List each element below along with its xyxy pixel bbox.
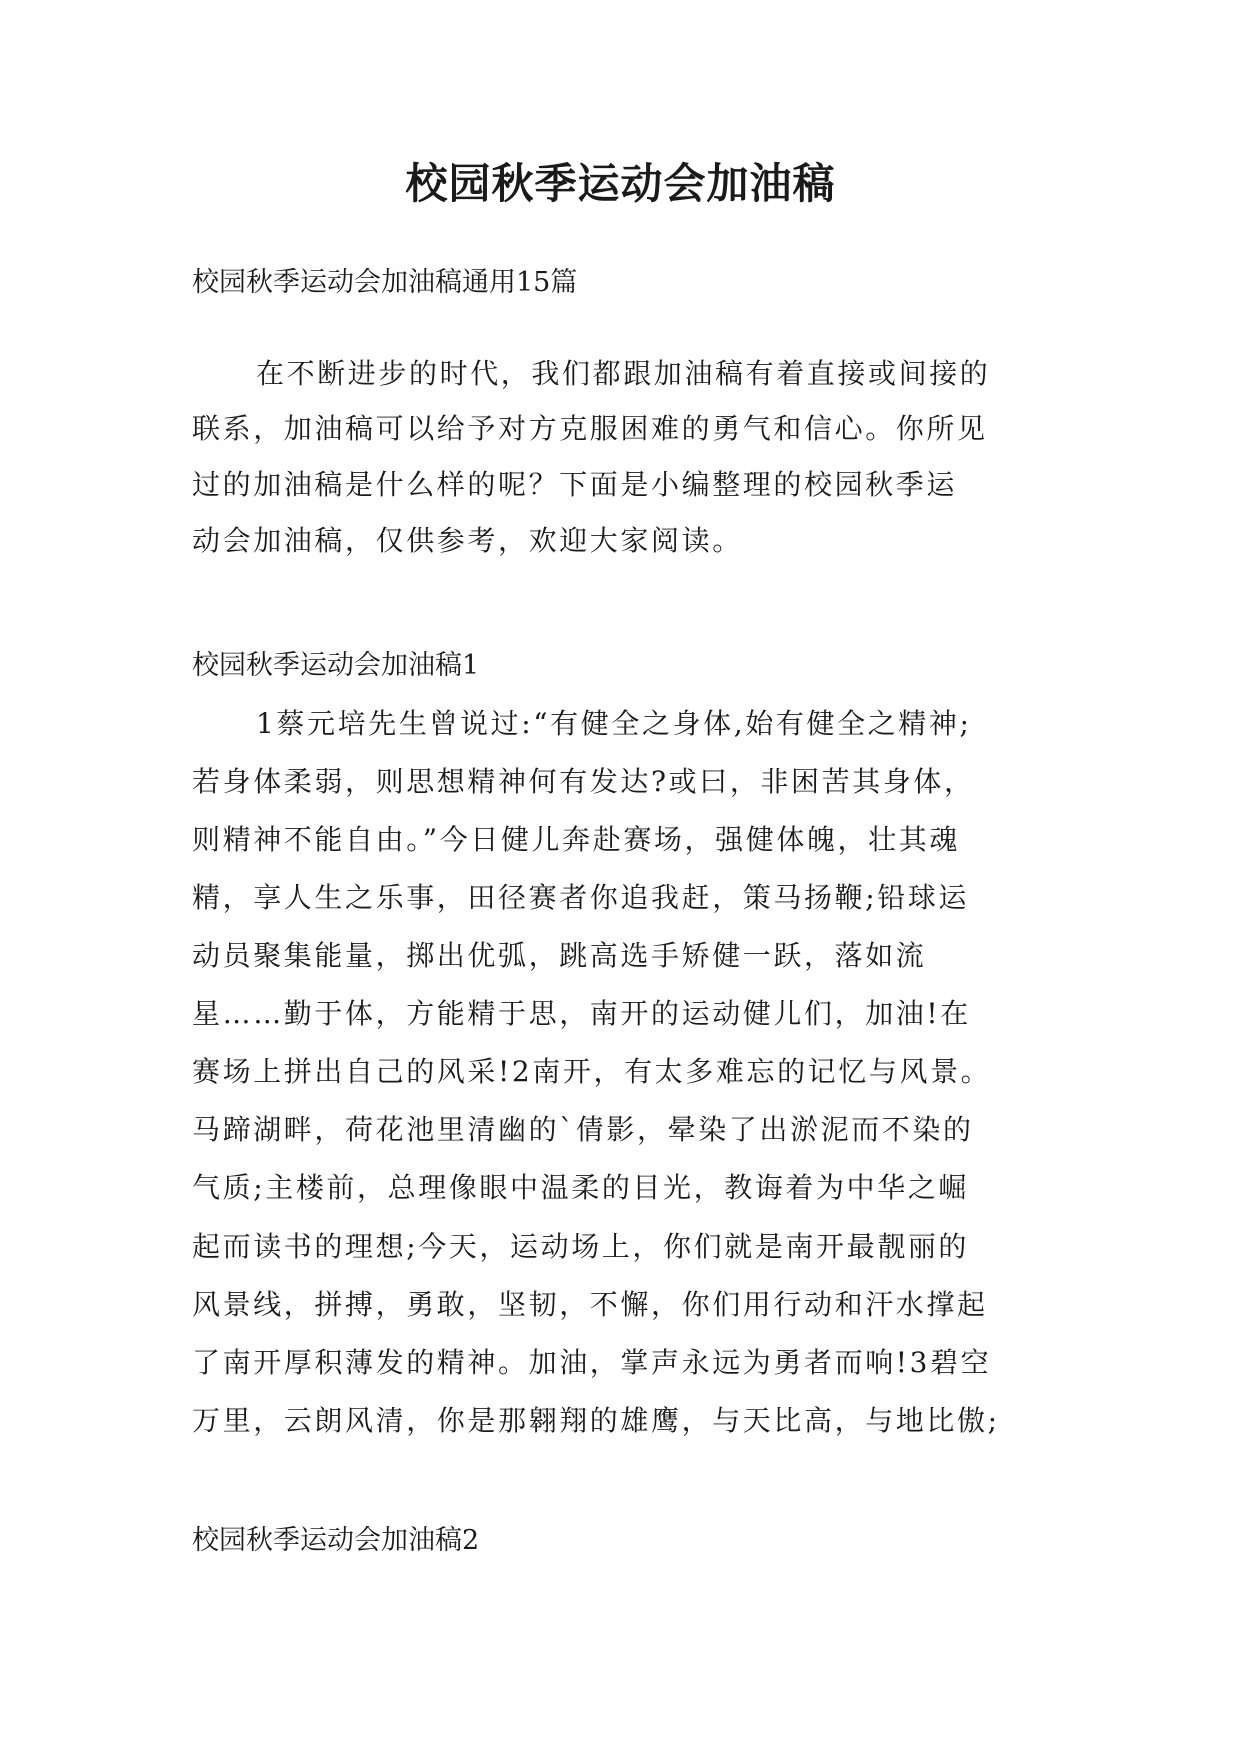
section-heading: 校园秋季运动会加油稿2	[192, 1525, 480, 1556]
paragraph-line: 起而读书的理想;今天，运动场上，你们就是南开最靓丽的	[192, 1230, 970, 1263]
paragraph-line: 星……勤于体，方能精于思，南开的运动健儿们，加油!在	[192, 997, 971, 1030]
paragraph-line: 动会加油稿，仅供参考，欢迎大家阅读。	[192, 524, 743, 557]
document-subtitle: 校园秋季运动会加油稿通用15篇	[192, 267, 578, 298]
paragraph-line: 1蔡元培先生曾说过:“有健全之身体,始有健全之精神;	[256, 707, 972, 740]
paragraph-line: 万里，云朗风清，你是那翱翔的雄鹰，与天比高，与地比傲;	[192, 1404, 1000, 1437]
paragraph-line: 马蹄湖畔，荷花池里清幽的`倩影，晕染了出淤泥而不染的	[192, 1113, 974, 1146]
paragraph-line: 在不断进步的时代，我们都跟加油稿有着直接或间接的	[256, 357, 991, 390]
paragraph-line: 若身体柔弱，则思想精神何有发达?或曰，非困苦其身体，	[192, 765, 975, 798]
document-title: 校园秋季运动会加油稿	[405, 159, 836, 208]
paragraph-line: 则精神不能自由。”今日健儿奔赴赛场，强健体魄，壮其魂	[192, 823, 960, 856]
paragraph-line: 精，享人生之乐事，田径赛者你追我赶，策马扬鞭;铅球运	[192, 881, 970, 914]
paragraph-line: 过的加油稿是什么样的呢？下面是小编整理的校园秋季运	[192, 468, 958, 501]
paragraph-line: 了南开厚积薄发的精神。加油，掌声永远为勇者而响!3碧空	[192, 1346, 992, 1379]
paragraph-line: 联系，加油稿可以给予对方克服困难的勇气和信心。你所见	[192, 412, 988, 445]
section-heading: 校园秋季运动会加油稿1	[192, 650, 480, 681]
paragraph-line: 气质;主楼前，总理像眼中温柔的目光，教诲着为中华之崛	[192, 1171, 970, 1204]
paragraph-line: 动员聚集能量，掷出优弧，跳高选手矫健一跃，落如流	[192, 939, 927, 972]
paragraph-line: 赛场上拼出自己的风采!2南开，有太多难忘的记忆与风景。	[192, 1055, 992, 1088]
paragraph-line: 风景线，拼搏，勇敢，坚韧，不懈，你们用行动和汗水撑起	[192, 1288, 988, 1321]
